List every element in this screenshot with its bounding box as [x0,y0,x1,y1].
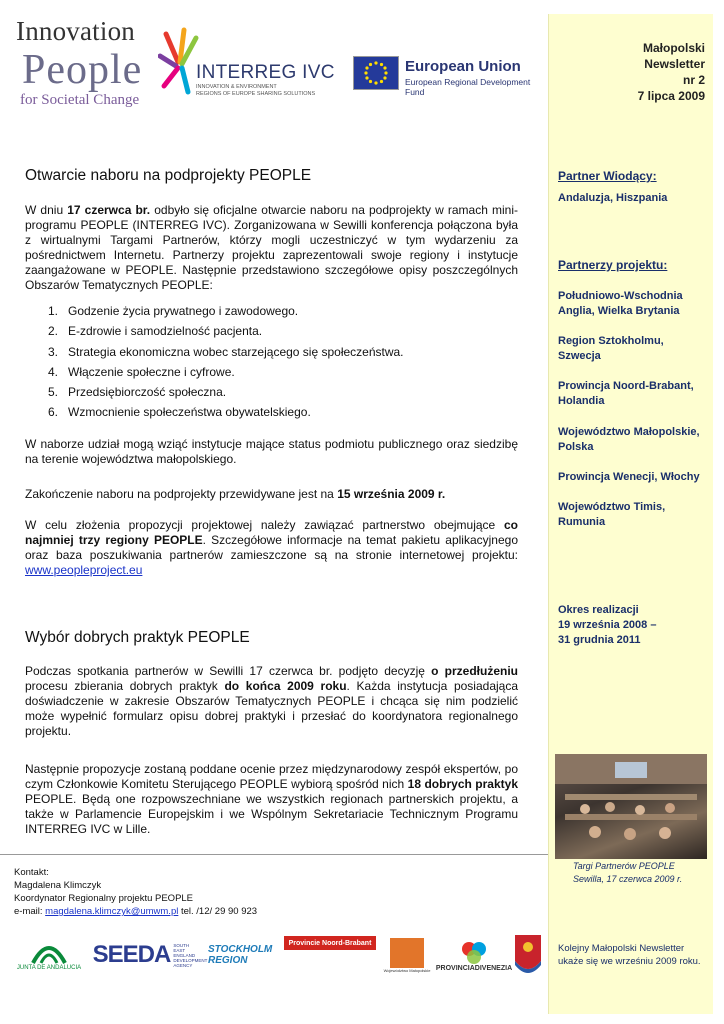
email-label: e-mail: [14,906,46,917]
contact-label: Kontakt: [14,867,49,878]
innovation-people-logo [16,14,156,114]
seeda-text: SEEDA [92,941,171,968]
logo-text-tagline: for Societal Change [20,92,140,108]
project-website-link[interactable]: www.peopleproject.eu [25,563,143,577]
partner-item: Prowincja Wenecji, Włochy [558,471,700,483]
text: procesu zbierania dobrych praktyk [25,679,225,693]
andalucia-arch-icon [29,939,69,965]
text: Następnie propozycje zostaną poddane ocenie przez międzynarodowy zespół ekspertów, po czym Członkowie Komitetu Sterującego PEOPLE wybiorą spośród nich [25,762,518,791]
caption-line-1: Targi Partnerów PEOPLE [573,861,675,871]
list-number: 1. [48,304,59,318]
sidebar [548,14,713,1014]
list-text: Przedsiębiorczość społeczna. [68,385,227,400]
period-start: 19 września 2008 – [558,619,657,631]
text-bold: co najmniej trzy regiony PEOPLE [25,518,518,547]
list-item [48,405,508,425]
partner-item: Prowincja Noord-Brabant, Holandia [558,380,694,407]
text-bold: do końca 2009 roku [224,679,347,693]
partner-item: Województwo Małopolskie, Polska [558,426,700,453]
list-number: 5. [48,385,59,400]
text: Zakończenie naboru na podprojekty przewidywane jest na [25,487,338,501]
logo-text-innovation: Innovation [16,16,135,46]
contact-email-link[interactable]: magdalena.klimczyk@umwm.pl [45,906,179,917]
newsletter-line-2: Newsletter [644,57,705,71]
eu-flag-icon [353,56,399,90]
paragraph [25,203,518,293]
partner-item: Region Sztokholmu, Szwecja [558,335,664,362]
venezia-emblem-icon [459,939,489,965]
interreg-subtitle [196,84,336,98]
newsletter-title [638,40,705,104]
list-number: 4. [48,364,59,379]
newsletter-date: 7 lipca 2009 [637,89,705,103]
malopolska-logo [380,930,434,980]
partner-logos-row [14,930,544,982]
list-text: Wzmocnienie społeczeństwa obywatelskiego. [68,405,311,420]
paragraph [25,518,518,578]
interreg-sub-line-1: INNOVATION & ENVIRONMENT [196,84,277,90]
timis-logo [512,930,544,980]
text-bold: 18 dobrych praktyk [407,777,518,791]
list-number: 6. [48,405,59,420]
footer-divider [0,854,548,855]
list-item [48,345,508,365]
text-bold: 17 czerwca br. [67,203,151,217]
andalucia-text: JUNTA DE ANDALUCIA [16,965,82,971]
text: . Każda instytucja posiadająca doświadczenie w zakresie Obszarów Tematycznych PEOPLE i chcąca się nim podzielić może wypełnić formularz opisu dobrej praktyki i przesłać do koordynatora regionalnego projektu. [25,679,519,738]
period-end: 31 grudnia 2011 [558,634,641,646]
contact-block [14,866,257,918]
malopolska-text: Województwo Małopolskie [383,967,431,973]
interreg-title: INTERREG IVC [196,62,335,83]
partner-fair-photo [555,754,707,859]
list-item [48,365,508,385]
text-bold: 15 września 2009 r. [337,487,446,501]
timis-coat-of-arms-icon [513,933,543,977]
stockholm-logo [208,930,282,980]
period-heading: Okres realizacji [558,604,639,616]
thematic-areas-list [48,304,508,426]
newsletter-line-1: Małopolski [642,41,705,55]
list-item [48,324,508,344]
lead-partner-heading: Partner Wiodący: [558,169,657,183]
contact-email-line [14,905,257,918]
interreg-star-icon [158,26,200,98]
interreg-sub-line-2: REGIONS OF EUROPE SHARING SOLUTIONS [196,91,316,97]
list-item [48,385,508,405]
andalucia-logo [14,930,84,980]
interreg-logo [158,26,343,100]
logo-text-people: People [22,47,143,93]
venezia-text: PROVINCIADIVENEZIA [435,964,513,972]
contact-name: Magdalena Klimczyk [14,880,102,891]
project-period [558,603,708,648]
caption-line-2: Sewilla, 17 czerwca 2009 r. [573,874,683,884]
eu-logo [353,56,543,96]
brabant-text: Provincie Noord-Brabant [288,939,372,947]
paragraph [25,762,518,837]
contact-phone: tel. /12/ 29 90 923 [178,906,258,917]
contact-role: Koordynator Regionalny projektu PEOPLE [14,893,194,904]
next-issue-note: Kolejny Małopolski Newsletter ukaże się we wrześniu 2009 roku. [558,943,701,967]
text: Podczas spotkania partnerów w Sewilli 17 czerwca br. podjęto decyzję [25,664,432,678]
malopolska-emblem-icon [390,938,424,968]
seeda-logo [92,930,208,980]
stockholm-text: STOCKHOLM REGION [208,944,273,966]
list-text: Włączenie społeczne i cyfrowe. [68,364,235,379]
text: PEOPLE. Będą one rozpowszechniane we wszystkich regionach partnerskich projektu, a także w Parlamencie Europejskim i we Wspólnym Sekretariacie Technicznym Programu INTERREG IVC w Lille. [25,792,518,836]
list-number: 3. [48,344,59,359]
text: W dniu [25,203,68,217]
seeda-subtext: SOUTH EAST ENGLAND DEVELOPMENT AGENCY [173,942,208,968]
brabant-logo [284,936,376,950]
venezia-logo [435,930,513,980]
paragraph [25,664,518,739]
list-item [48,304,508,324]
paragraph [25,487,518,502]
text: . Szczegółowe informacje na temat pakietu aplikacyjnego oraz baza poszukiwania partnerów zamieszczone są na stronie internetowej projektu: [25,533,518,562]
list-number: 2. [48,324,59,339]
eu-subtitle: European Regional Development Fund [405,77,531,97]
eu-title: European Union [405,58,521,75]
list-text: E-zdrowie i samodzielność pacjenta. [68,324,263,339]
partner-item: Południowo-Wschodnia Anglia, Wielka Brytania [558,290,683,317]
photo-caption [573,860,682,886]
paragraph: W naborze udział mogą wziąć instytucje mające status podmiotu publicznego oraz siedzibę na terenie województwa małopolskiego. [25,437,518,466]
text-bold: o przedłużeniu [431,664,519,678]
list-text: Godzenie życia prywatnego i zawodowego. [68,304,299,318]
newsletter-issue: nr 2 [682,73,705,87]
partners-heading: Partnerzy projektu: [558,258,668,272]
list-text: Strategia ekonomiczna wobec starzejącego się społeczeństwa. [68,344,404,359]
partner-item: Województwo Timis, Rumunia [558,501,666,528]
lead-partner: Andaluzja, Hiszpania [558,192,668,204]
text: W celu złożenia propozycji projektowej należy zawiązać partnerstwo obejmujące [25,518,504,532]
section-title-open-call: Otwarcie naboru na podprojekty PEOPLE [25,167,312,184]
text: odbyło się oficjalne otwarcie naboru na podprojekty w ramach mini-programu PEOPLE (INTERREG IVC). Zorganizowana w Sewilli konferencja połączona była z wirtualnymi Targami Partnerów, którzy mogli uczestniczyć w tym wydarzeniu za pośrednictwem Internetu. Partnerzy projektu zaprezentowali swoje regiony i instytucje zaangażowane w PEOPLE. Następnie przedstawiono szczegółowe opisy poszczególnych Obszarów Tematycznych PEOPLE: [25,203,518,292]
section-title-good-practices: Wybór dobrych praktyk PEOPLE [25,629,250,646]
